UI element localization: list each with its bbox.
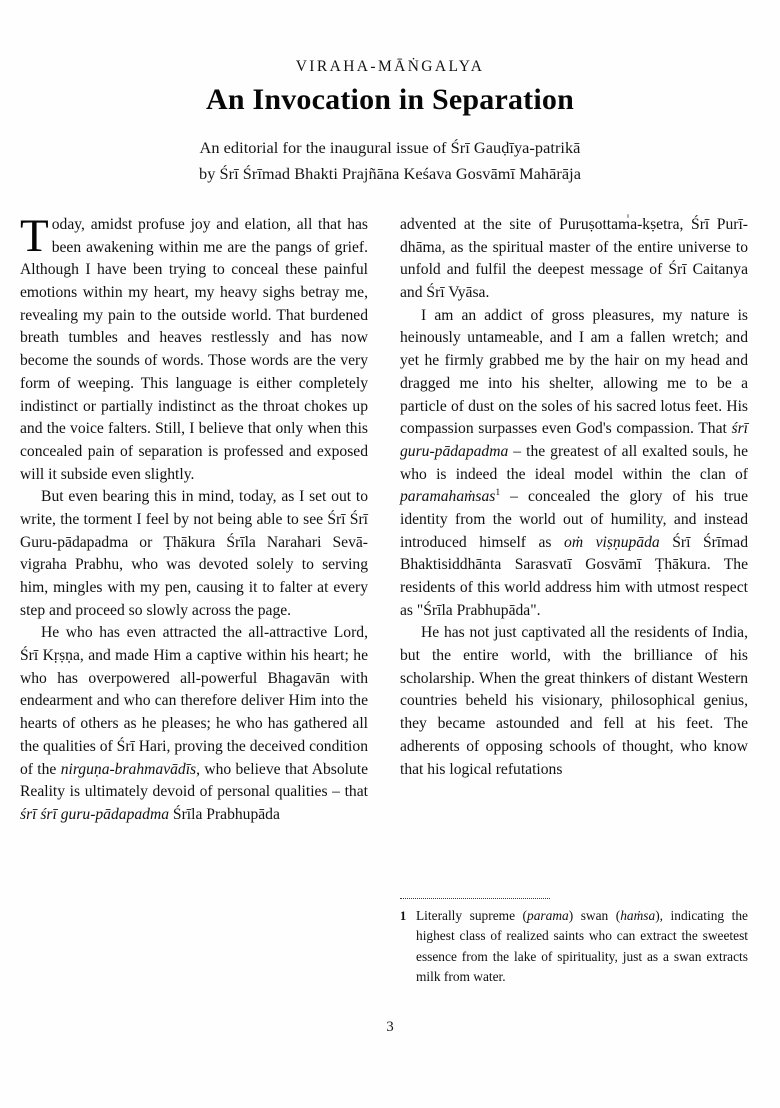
paragraph-left-2-text: But even bearing this in mind, today, as I set out to write, the torment I feel by not being able to see Śrī Śrī Guru-pādapadma or Ṭhākura Śrīla Narahari Sevā-vigraha Prabhu, who was devoted solely to serving him, mingles with my pen, causing it to falter at every step and proceed so slowly across the page. bbox=[20, 488, 368, 619]
term-nirguna-brahmavadis: nirguṇa-brahmavādīs bbox=[60, 760, 197, 778]
footnote-text-b: ) swan ( bbox=[568, 908, 621, 923]
paragraph-right-2 bbox=[400, 305, 748, 623]
page-number: 3 bbox=[386, 1019, 394, 1035]
paragraph-left-3 bbox=[20, 622, 368, 826]
paragraph-right-2-text-d: Śrī Śrīmad Bhaktisiddhānta Sarasvatī Gosvāmī Ṭhākura. The residents of this world address him with utmost respect as "Śrīla Prabhupāda". bbox=[400, 533, 748, 619]
term-sri-sri-guru-padapadma: śrī śrī guru-pādapadma bbox=[20, 805, 170, 823]
term-om-visnupada: oṁ viṣṇupāda bbox=[564, 533, 660, 551]
subtitle-line-1: An editorial for the inaugural issue of Śrī Gauḍīya-patrikā bbox=[199, 138, 581, 158]
paragraph-right-2-text-a: I am an addict of gross pleasures, my nature is heinously untameable, and I am a fallen wretch; and yet he firmly grabbed me by the hair on my head and dragged me into his shelter, allowing me to be a particle of dust on the soles of his sacred lotus feet. His compassion surpasses even God's compassion. That bbox=[400, 306, 748, 438]
paragraph-opening-text: oday, amidst profuse joy and elation, all that has been awakening within me are the pangs of grief. Although I have been trying to conceal these painful emotions within my heart, my heavy sighs betray me, revealing my pain to the outside world. That burdened breath tumbles and heaves restlessly and has now become the sounds of words. Those words are the very form of weeping. This language is either completely indistinct or partially indistinct as the throat chokes up and the voice falters. Still, I believe that only when this concealed pain of separation is professed and exposed will it subside even slightly. bbox=[20, 216, 368, 483]
footnote-block bbox=[400, 898, 748, 988]
paragraph-right-2-text-b: – the greatest of all exalted souls, he who is indeed the ideal model within the clan of bbox=[400, 442, 748, 483]
subtitle-line-2: by Śrī Śrīmad Bhakti Prajñāna Keśava Gosvāmī Mahārāja bbox=[199, 164, 581, 184]
kicker-title: VIRAHA-MĀṄGALYA bbox=[295, 58, 485, 75]
body-columns bbox=[20, 210, 764, 1014]
footnote-separator-rule bbox=[400, 898, 550, 899]
paragraph-left-3-text-a: He who has even attracted the all-attractive Lord, Śrī Kṛṣṇa, and made Him a captive within his heart; he who has overpowered all-powerful Bhagavān with endearment and who can therefore deliver Him into the hearts of others as he pleases; he who has gathered all the qualities of Śrī Hari, proving the deceived condition of the bbox=[20, 624, 368, 778]
footnote-text-a: Literally supreme ( bbox=[416, 908, 528, 923]
footnote-marker: 1 bbox=[400, 909, 407, 923]
term-parama: parama bbox=[527, 908, 569, 923]
page-header bbox=[0, 58, 780, 188]
right-column bbox=[400, 214, 748, 781]
page-title: An Invocation in Separation bbox=[206, 82, 574, 116]
term-paramahamsas: paramahaṁsas bbox=[400, 488, 496, 506]
paragraph-right-3 bbox=[400, 622, 748, 781]
drop-cap: T bbox=[20, 210, 49, 262]
paragraph-right-continued bbox=[400, 214, 748, 305]
paragraph-right-continued-text: advented at the site of Puruṣottama-kṣetra, Śrī Purī-dhāma, as the spiritual master of the entire universe to unfold and fulfil the deepest message of Śrī Caitanya and Śrī Vyāsa. bbox=[400, 216, 748, 302]
footnote-item bbox=[400, 906, 748, 988]
paragraph-left-3-text-c: Śrīla Prabhupāda bbox=[169, 805, 280, 823]
paragraph-right-3-text: He has not just captivated all the residents of India, but the entire world, with the brilliance of his scholarship. When the great thinkers of distant Western countries beheld his visionary, philosophical genius, they became astounded and fell at his feet. The adherents of opposing schools of thought, who know that his logical refutations bbox=[400, 624, 748, 778]
footnote-reference-1[interactable]: 1 bbox=[495, 487, 501, 499]
subtitle-block bbox=[0, 135, 780, 188]
paragraph-opening bbox=[20, 210, 368, 486]
term-hamsa: haṁsa bbox=[620, 908, 656, 923]
paragraph-left-2 bbox=[20, 486, 368, 622]
footnote-text-c: ), indicating the highest class of realized saints who can extract the sweetest essence from the lake of spirituality, just as a swan extracts milk from water. bbox=[416, 908, 748, 985]
paragraph-left-3-text-b: , who believe that Absolute Reality is ultimately devoid of personal qualities – that bbox=[20, 760, 369, 801]
left-column bbox=[20, 210, 369, 827]
footnote-text bbox=[416, 906, 748, 988]
term-sri-guru-padapadma: śrī guru-pādapadma bbox=[400, 420, 748, 460]
paragraph-right-2-text-c: – concealed the glory of his true identity from the world out of humility, and instead introduced himself as bbox=[400, 488, 748, 551]
